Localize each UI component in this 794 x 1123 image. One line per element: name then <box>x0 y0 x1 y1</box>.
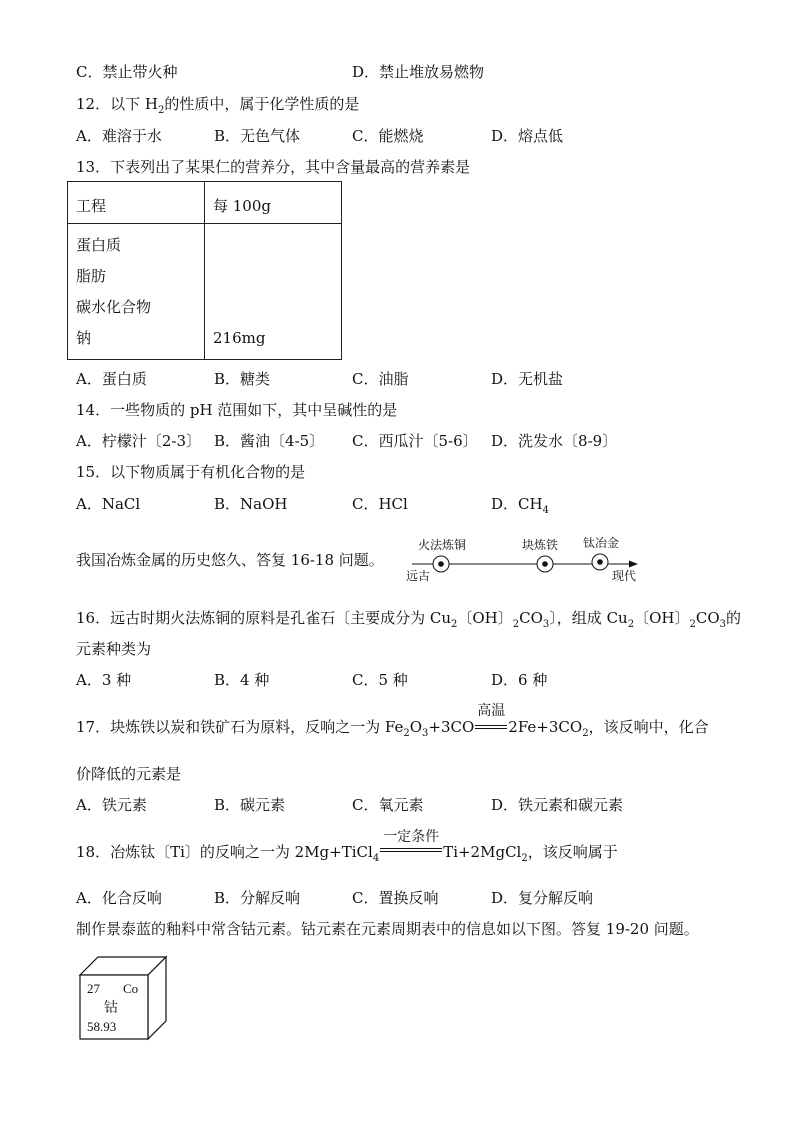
q17-option-c: C．氧元素 <box>352 796 424 814</box>
option-text: D．CH <box>491 495 543 513</box>
q12-option-a: A．难溶于水 <box>76 127 162 145</box>
timeline-end-label: 现代 <box>612 569 637 583</box>
timeline-event-label: 火法炼铜 <box>418 538 467 552</box>
q18-option-b: B．分解反响 <box>214 889 301 907</box>
reaction-arrow <box>474 703 508 737</box>
table-row <box>68 224 342 360</box>
q16-stem-line1 <box>76 608 741 628</box>
intro-19-20: 制作景泰蓝的釉料中常含钴元素。钴元素在元素周期表中的信息如以下图。答复 19-20 问题。 <box>76 920 699 938</box>
q16-option-d: D．6 种 <box>491 671 548 689</box>
element-name: 钴 <box>104 1000 118 1016</box>
q11-option-d: D．禁止堆放易燃物 <box>352 63 485 81</box>
q18-stem-part: 18．冶炼钛〔Ti〕的反响之一为 2Mg+TiCl <box>76 843 373 861</box>
equals-line-bottom <box>475 728 507 729</box>
timeline-event-label: 块炼铁 <box>522 538 559 552</box>
q12-stem-part: 的性质中，属于化学性质的是 <box>164 95 360 113</box>
q14-option-a: A．柠檬汁〔2-3〕 <box>76 432 201 450</box>
q13-option-b: B．糖类 <box>214 370 271 388</box>
q13-option-d: D．无机盐 <box>491 370 564 388</box>
q15-option-d <box>491 494 549 514</box>
q16-stem-part: 的 <box>726 609 742 627</box>
timeline-dot <box>438 561 444 567</box>
nutrition-table <box>67 181 342 360</box>
q12-option-c: C．能燃烧 <box>352 127 424 145</box>
table-item: 钠 <box>76 329 92 347</box>
reaction-arrow <box>379 829 443 862</box>
q16-stem-part: 〕，组成 Cu <box>549 609 628 627</box>
table-item: 蛋白质 <box>76 236 122 254</box>
table-value <box>205 230 341 261</box>
q16-stem-line2: 元素种类为 <box>76 640 152 658</box>
q16-stem-part: 〔OH〕 <box>634 609 690 627</box>
q16-option-a: A．3 种 <box>76 671 132 689</box>
q17-stem-part: O <box>409 718 423 736</box>
q16-stem-part: CO <box>695 609 720 627</box>
timeline-start-label: 远古 <box>406 569 431 583</box>
table-item: 脂肪 <box>76 267 107 285</box>
q17-stem-part: 17．块炼铁以炭和铁矿石为原料，反响之一为 Fe <box>76 718 404 736</box>
q13-option-c: C．油脂 <box>352 370 409 388</box>
q14-option-d: D．洗发水〔8-9〕 <box>491 432 618 450</box>
atomic-mass: 58.93 <box>87 1019 117 1034</box>
q15-option-b: B．NaOH <box>214 495 288 513</box>
q12-stem-part: 12．以下 H <box>76 95 158 113</box>
q17-stem-part: 2Fe+3CO <box>508 718 583 736</box>
q15-option-c: C．HCl <box>352 495 408 513</box>
q15-stem: 15．以下物质属于有机化合物的是 <box>76 463 306 481</box>
intro-16-18: 我国冶炼金属的历史悠久、答复 16-18 问题。 <box>76 551 384 569</box>
q17-stem-line2: 价降低的元素是 <box>76 765 182 783</box>
subscript: 2 <box>512 619 520 630</box>
arrow-head-icon <box>629 561 638 568</box>
q16-stem-part: 16．远古时期火法炼铜的原料是孔雀石〔主要成分为 Cu <box>76 609 451 627</box>
q16-stem-part: 〔OH〕 <box>457 609 513 627</box>
table-value <box>205 261 341 292</box>
table-item: 碳水化合物 <box>76 298 152 316</box>
subscript: 2 <box>627 619 635 630</box>
timeline-dot <box>597 559 603 565</box>
q18-stem-part: ，该反响属于 <box>527 843 618 861</box>
equals-line-top <box>380 848 442 849</box>
q17-stem-line1 <box>76 703 709 739</box>
q17-stem-part: ，该反响中，化合 <box>588 718 709 736</box>
timeline-event-label: 钛冶金 <box>583 536 620 550</box>
q16-option-c: C．5 种 <box>352 671 408 689</box>
q17-option-a: A．铁元素 <box>76 796 147 814</box>
q17-stem-part: +3CO <box>428 718 475 736</box>
subscript: 3 <box>422 728 429 739</box>
subscript: 2 <box>157 105 165 116</box>
subscript: 3 <box>542 619 550 630</box>
q18-option-d: D．复分解反响 <box>491 889 594 907</box>
q17-option-d: D．铁元素和碳元素 <box>491 796 624 814</box>
atomic-number: 27 <box>87 981 100 996</box>
q18-option-c: C．置换反响 <box>352 889 439 907</box>
element-symbol: Co <box>123 981 139 996</box>
subscript: 4 <box>542 505 549 516</box>
table-value: 216mg <box>213 329 266 347</box>
table-header-cell: 每 100g <box>205 182 342 224</box>
q14-option-c: C．西瓜汁〔5-6〕 <box>352 432 478 450</box>
q14-stem: 14．一些物质的 pH 范围如下，其中呈碱性的是 <box>76 401 398 419</box>
reaction-condition: 高温 <box>477 703 506 719</box>
q13-stem: 13．下表列出了某果仁的营养分，其中含量最高的营养素是 <box>76 158 471 176</box>
table-items-cell <box>68 224 205 360</box>
history-timeline <box>400 532 645 584</box>
table-value <box>205 292 341 323</box>
q14-option-b: B．酱油〔4-5〕 <box>214 432 325 450</box>
subscript: 2 <box>689 619 696 630</box>
subscript: 2 <box>403 728 410 739</box>
q12-option-d: D．熔点低 <box>491 127 564 145</box>
q13-option-a: A．蛋白质 <box>76 370 147 388</box>
subscript: 2 <box>582 728 589 739</box>
timeline-dot <box>542 561 548 567</box>
subscript: 4 <box>372 853 380 864</box>
element-card <box>78 953 170 1043</box>
equals-line-top <box>475 725 507 726</box>
q16-stem-part: CO <box>519 609 543 627</box>
q15-option-a: A．NaCl <box>76 495 141 513</box>
q12-option-b: B．无色气体 <box>214 127 301 145</box>
q12-stem <box>76 94 359 114</box>
subscript: 2 <box>451 619 458 630</box>
reaction-condition: 一定条件 <box>383 829 440 845</box>
q18-stem-part: Ti+2MgCl <box>443 843 522 861</box>
subscript: 2 <box>521 853 528 864</box>
equals-line-bottom <box>380 851 442 852</box>
table-header-cell: 工程 <box>68 182 205 224</box>
q16-option-b: B．4 种 <box>214 671 270 689</box>
subscript: 3 <box>719 619 726 630</box>
q11-option-c: C．禁止带火种 <box>76 63 178 81</box>
table-header-row <box>68 182 342 224</box>
q18-option-a: A．化合反响 <box>76 889 162 907</box>
table-values-cell <box>205 224 342 360</box>
q18-stem <box>76 829 618 864</box>
q17-option-b: B．碳元素 <box>214 796 286 814</box>
